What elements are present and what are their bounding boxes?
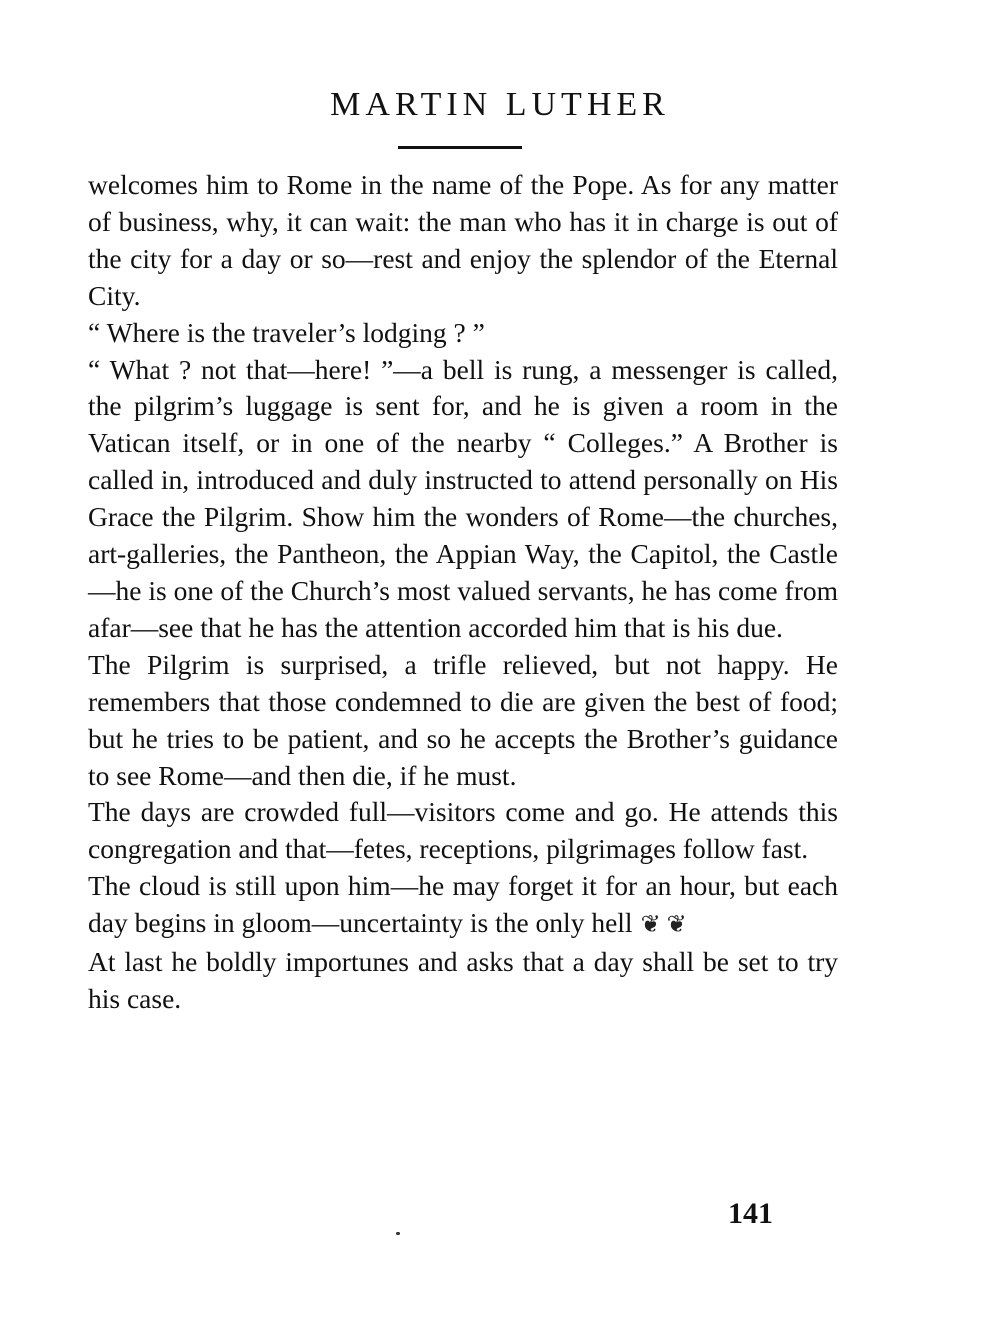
- paragraph-6: [88, 868, 838, 944]
- body-text: [88, 167, 838, 1018]
- header-rule: [398, 146, 522, 149]
- paragraph-1: welcomes him to Rome in the name of the Pope. As for any matter of business, why, it can wait: the man who has it in charge is out of the city for a day or so—rest and enjoy the splendor of the Eternal City.: [88, 169, 838, 311]
- paragraph-5: The days are crowded full—visitors come and go. He attends this congregation and that—fetes, receptions, pilgrimages follow fast.: [88, 796, 838, 865]
- paragraph-4: The Pilgrim is surprised, a trifle relieved, but not happy. He remembers that those condemned to die are given the best of food; but he tries to be patient, and so he accepts the Brother’s guidance to see Rome—and then die, if he must.: [88, 648, 838, 791]
- paragraph-2: “ Where is the traveler’s lodging ? ”: [88, 316, 485, 348]
- print-speck: [396, 1232, 400, 1235]
- paragraph-6-text: The cloud is still upon him—he may forget it for an hour, but each day begins in gloom—uncertainty is the only hell: [88, 870, 838, 939]
- leaf-ornament-icon: ❦ ❦: [640, 912, 687, 939]
- page-number: 141: [728, 1197, 773, 1230]
- paragraph-3: “ What ? not that—here! ”—a bell is rung, a messenger is called, the pilgrim’s luggage is sent for, and he is given a room in the Vatican itself, or in one of the nearby “ Colleges.” A Brother is called in, introduced and duly instructed to attend personally on His Grace the Pilgrim. Show him the wonders of Rome—the churches, art-galleries, the Pantheon, the Appian Way, the Capitol, the Castle—he is one of the Church’s most valued servants, he has come from afar—see that he has the attention accorded him that is his due.: [88, 353, 838, 643]
- running-head-title: MARTIN LUTHER: [330, 86, 670, 123]
- paragraph-7: At last he boldly importunes and asks that a day shall be set to try his case.: [88, 946, 838, 1014]
